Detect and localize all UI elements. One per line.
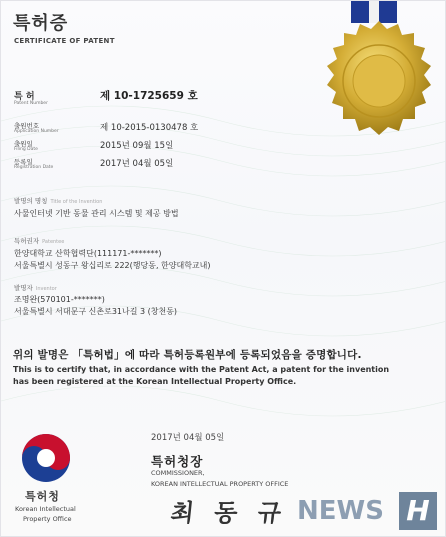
certification-statement-en-line2: has been registered at the Korean Intellectual Property Office. bbox=[13, 377, 297, 386]
patentee-label bbox=[14, 236, 64, 245]
inventor-label-ko: 발명자 bbox=[14, 284, 33, 292]
patent-number-value: 제 10-1725659 호 bbox=[100, 90, 198, 102]
application-number-label: 출원번호 bbox=[14, 122, 40, 130]
filing-date-value: 2015년 09월 15일 bbox=[100, 141, 174, 151]
certification-statement-en-line1: This is to certify that, in accordance with the Patent Act, a patent for the invention bbox=[13, 365, 390, 374]
inventor-label bbox=[14, 283, 57, 292]
kipo-name-ko: 특허청 bbox=[25, 490, 60, 503]
patent-number-label-en: Patent Number bbox=[14, 101, 48, 106]
commissioner-title-en-line2: KOREAN INTELLECTUAL PROPERTY OFFICE bbox=[151, 480, 289, 488]
certificate-title: 특허증 bbox=[13, 13, 69, 34]
kipo-name-en-line2: Property Office bbox=[23, 515, 72, 523]
patentee-label-en: Patentee bbox=[42, 239, 65, 245]
kipo-logo-icon bbox=[21, 433, 71, 483]
patent-number-label: 특 허 bbox=[14, 92, 35, 102]
filing-date-label: 출원일 bbox=[14, 140, 33, 148]
registration-date-value: 2017년 04월 05일 bbox=[100, 159, 174, 169]
certificate-title-en: CERTIFICATE OF PATENT bbox=[14, 37, 115, 45]
commissioner-signature: 최 동 규 bbox=[169, 498, 289, 527]
inventor-name: 조명완(570101-*******) bbox=[14, 295, 105, 304]
inventor-label-en: Inventor bbox=[35, 286, 57, 292]
patentee-name: 한양대학교 산학협력단(111171-*******) bbox=[14, 249, 162, 258]
news-watermark: NEWS bbox=[297, 496, 384, 526]
commissioner-title-ko: 특허청장 bbox=[151, 454, 204, 469]
invention-title-label-ko: 발명의 명칭 bbox=[14, 197, 48, 205]
issue-date: 2017년 04월 05일 bbox=[151, 433, 225, 443]
filing-date-label-en: Filing Date bbox=[14, 147, 38, 152]
application-number-label-en: Application Number bbox=[14, 129, 59, 134]
invention-title-label-en: Title of the Invention bbox=[50, 199, 103, 205]
invention-title-label bbox=[14, 196, 102, 205]
patentee-label-ko: 특허권자 bbox=[14, 237, 40, 245]
inventor-address: 서울특별시 서대문구 신촌로31나길 3 (창천동) bbox=[14, 307, 178, 316]
invention-title-value: 사물인터넷 기반 동물 관리 시스템 및 제공 방법 bbox=[14, 209, 179, 218]
certification-statement-ko: 위의 발명은 「특허법」에 따라 특허등록원부에 등록되었음을 증명합니다. bbox=[13, 349, 362, 361]
application-number-value: 제 10-2015-0130478 호 bbox=[100, 123, 199, 133]
kipo-name-en-line1: Korean Intellectual bbox=[15, 505, 76, 513]
news-watermark-logo: H bbox=[399, 492, 437, 530]
gold-seal-icon bbox=[317, 19, 441, 143]
commissioner-title-en-line1: COMMISSIONER, bbox=[151, 469, 205, 477]
registration-date-label: 등록일 bbox=[14, 158, 33, 166]
patentee-address: 서울특별시 성동구 왕십리로 222(행당동, 한양대학교내) bbox=[14, 261, 211, 270]
registration-date-label-en: Registration Date bbox=[14, 165, 54, 170]
